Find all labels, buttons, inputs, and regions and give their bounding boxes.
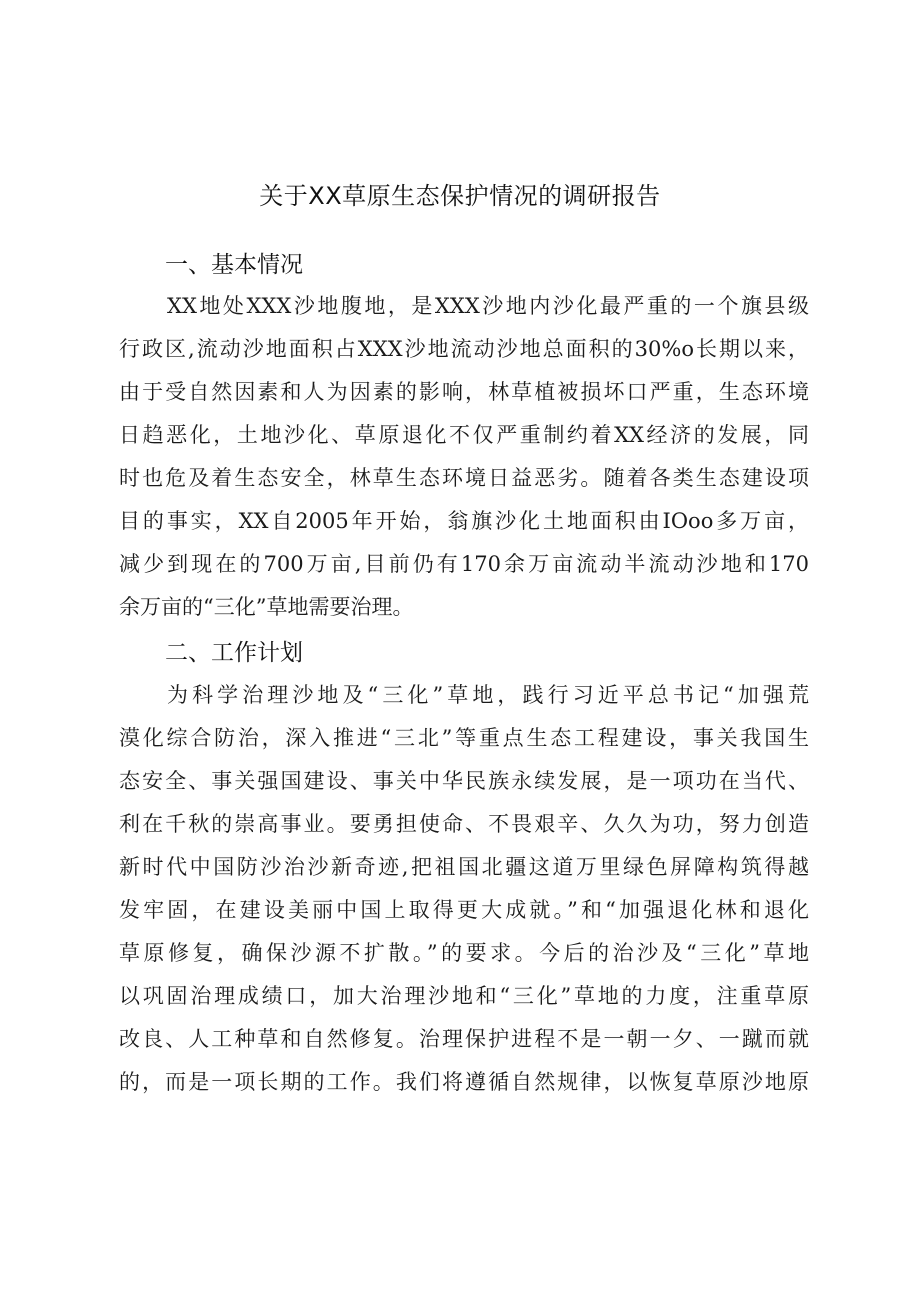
paragraph-line: 的，而是一项长期的工作。我们将遵循自然规律，以恢复草原沙地原 xyxy=(119,1070,809,1094)
paragraph-line: 利在千秋的崇高事业。要勇担使命、不畏艰辛、久久为功，努力创造 xyxy=(119,812,809,836)
paragraph-line: 减少到现在的700万亩,目前仍有170余万亩流动半流动沙地和170 xyxy=(119,552,809,576)
paragraph-line: 由于受自然因素和人为因素的影响，林草植被损坏口严重，生态环境 xyxy=(119,380,809,404)
paragraph-line: 态安全、事关强国建设、事关中华民族永续发展，是一项功在当代、 xyxy=(119,769,809,793)
paragraph-line: 行政区,流动沙地面积占XXX沙地流动沙地总面积的30%o长期以来， xyxy=(119,337,809,361)
paragraph-line: 草原修复，确保沙源不扩散。”的要求。今后的治沙及“三化”草地 xyxy=(119,941,809,965)
paragraph-line: 新时代中国防沙治沙新奇迹,把祖国北疆这道万里绿色屏障构筑得越 xyxy=(119,855,809,879)
paragraph-line: 时也危及着生态安全，林草生态环境日益恶劣。随着各类生态建设项 xyxy=(119,466,809,490)
paragraph-line: 以巩固治理成绩口，加大治理沙地和“三化”草地的力度，注重草原 xyxy=(119,984,809,1008)
document-title: 关于XX草原生态保护情况的调研报告 xyxy=(259,182,661,210)
paragraph-line: 改良、人工种草和自然修复。治理保护进程不是一朝一夕、一蹴而就 xyxy=(119,1027,809,1051)
paragraph-line: 目的事实，XX自2005年开始，翁旗沙化土地面积由IOoo多万亩， xyxy=(119,509,809,533)
section-heading-basic-situation: 一、基本情况 xyxy=(165,252,303,278)
paragraph-line: 为科学治理沙地及“三化”草地，践行习近平总书记“加强荒 xyxy=(167,683,809,707)
paragraph-line: 漠化综合防治，深入推进“三北”等重点生态工程建设，事关我国生 xyxy=(119,726,809,750)
paragraph-line: XX地处XXX沙地腹地，是XXX沙地内沙化最严重的一个旗县级 xyxy=(167,294,809,318)
section-heading-work-plan: 二、工作计划 xyxy=(165,640,303,666)
paragraph-line: 日趋恶化，土地沙化、草原退化不仅严重制约着XX经济的发展，同 xyxy=(119,423,809,447)
paragraph-line: 余万亩的“三化”草地需要治理。 xyxy=(119,595,414,619)
paragraph-line: 发牢固，在建设美丽中国上取得更大成就。”和“加强退化林和退化 xyxy=(119,898,809,922)
